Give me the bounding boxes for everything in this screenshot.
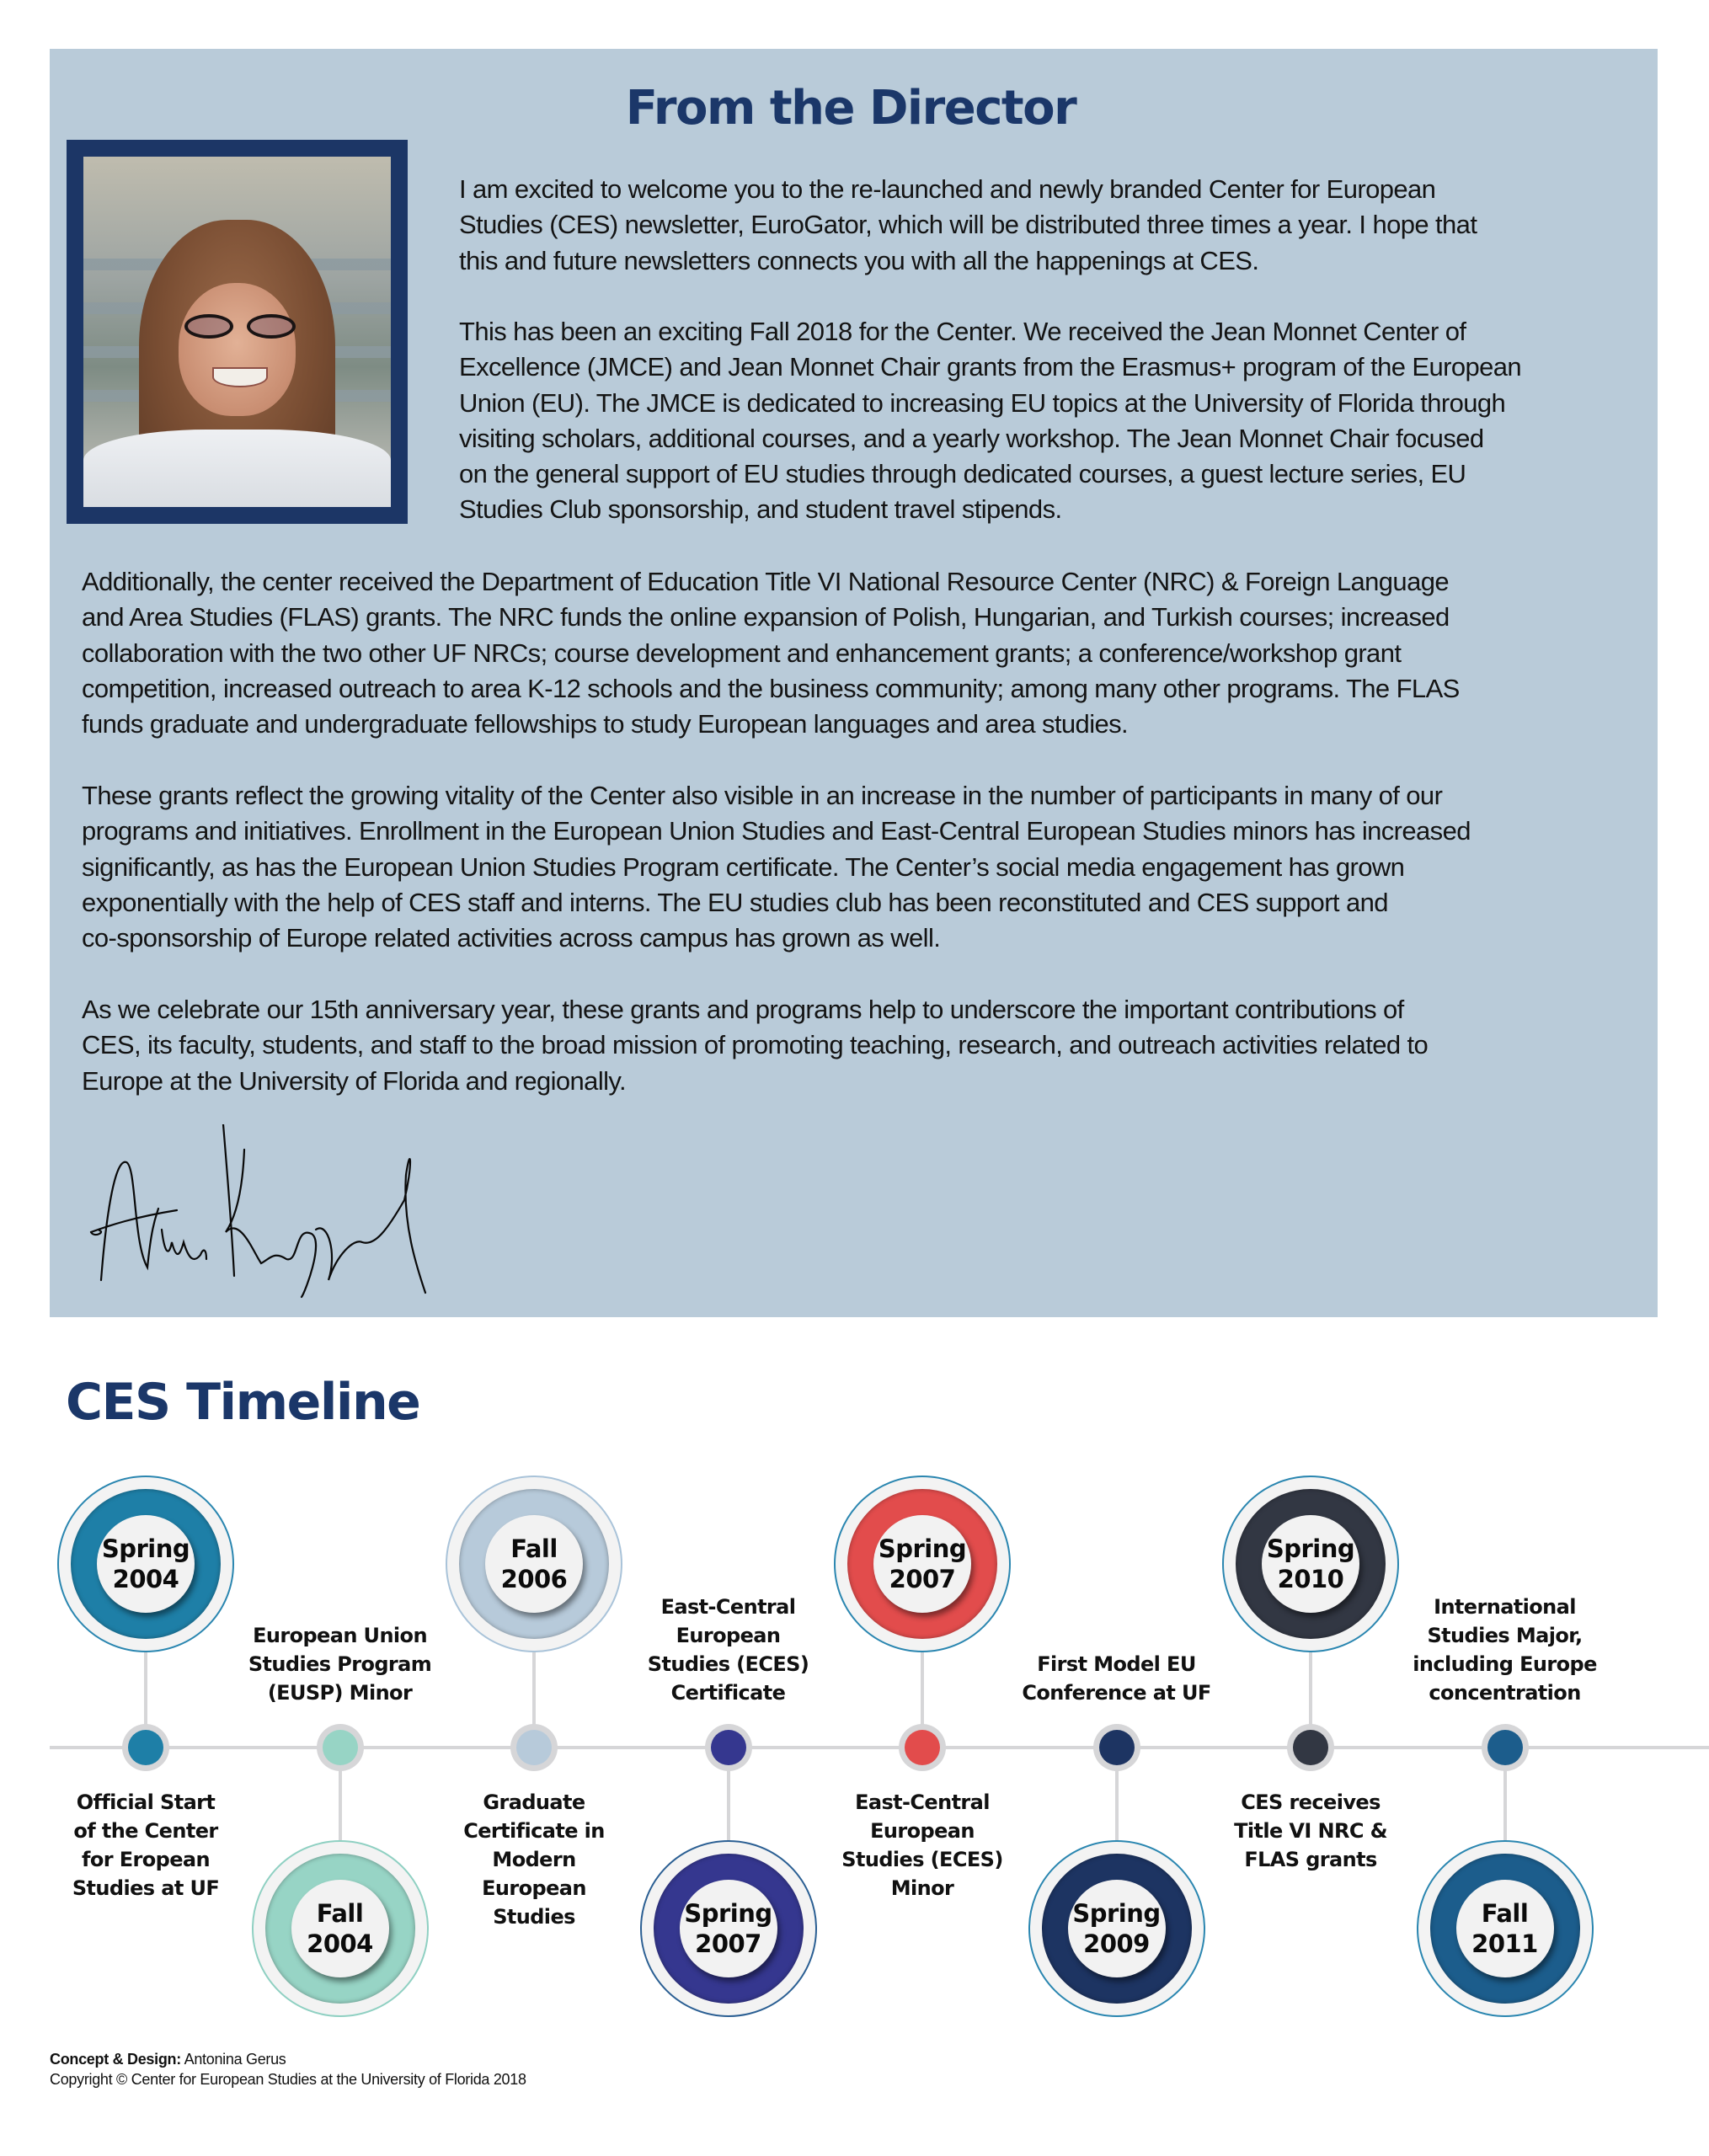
paragraph-line: As we celebrate our 15th anniversary year, these grants and programs help to underscore the important contributions of	[82, 995, 1404, 1024]
label-line: (EUSP) Minor	[267, 1681, 413, 1705]
director-photo-frame	[67, 140, 408, 524]
credit-label: Concept & Design:	[50, 2051, 181, 2068]
paragraph-line: These grants reflect the growing vitality of the Center also visible in an increase in the number of participants in many of our	[82, 781, 1443, 810]
label-line: East-Central	[660, 1595, 796, 1619]
label-line: Official Start	[76, 1790, 216, 1814]
badge-year: 2011	[1471, 1929, 1538, 1958]
badge-season: Fall	[1481, 1899, 1529, 1928]
label-line: Studies	[493, 1905, 575, 1929]
timeline-node	[1093, 1724, 1140, 1771]
badge-core	[97, 1515, 195, 1613]
timeline-node-fill	[905, 1730, 940, 1765]
timeline-event-label	[1214, 1788, 1407, 1874]
paragraph-line: exponentially with the help of CES staff and interns. The EU studies club has been reconstituted and CES support and	[82, 887, 1388, 917]
label-line: Minor	[890, 1876, 954, 1900]
timeline-node	[899, 1724, 946, 1771]
label-line: First Model EU	[1037, 1652, 1196, 1676]
label-line: Studies Major,	[1427, 1624, 1583, 1647]
director-signature	[84, 1124, 438, 1301]
timeline-event-label	[1020, 1650, 1214, 1707]
badge-year: 2007	[889, 1565, 956, 1593]
paragraph-line: I am excited to welcome you to the re-launched and newly branded Center for European	[459, 174, 1436, 204]
timeline-date-badge	[640, 1840, 817, 2017]
label-line: European	[870, 1819, 975, 1843]
director-title: From the Director	[625, 81, 1076, 136]
timeline-node-fill	[1099, 1730, 1135, 1765]
timeline-node-fill	[711, 1730, 746, 1765]
paragraph-welcome	[459, 172, 1477, 279]
badge-year: 2004	[307, 1929, 373, 1958]
label-line: Studies (ECES)	[647, 1652, 809, 1676]
badge-year: 2009	[1083, 1929, 1150, 1958]
label-line: Modern	[492, 1848, 576, 1871]
label-line: International	[1434, 1595, 1576, 1619]
badge-season: Fall	[510, 1534, 558, 1563]
timeline-event-label	[1408, 1593, 1602, 1707]
badge-season: Fall	[316, 1899, 364, 1928]
label-line: European Union	[253, 1624, 427, 1647]
badge-season: Spring	[878, 1534, 967, 1563]
timeline-node-fill	[1293, 1730, 1328, 1765]
label-line: European	[482, 1876, 586, 1900]
label-line: FLAS grants	[1244, 1848, 1377, 1871]
badge-core	[1456, 1880, 1554, 1977]
label-line: East-Central	[855, 1790, 990, 1814]
timeline-axis	[50, 1746, 1709, 1749]
timeline-node-fill	[516, 1730, 552, 1765]
badge-year: 2010	[1277, 1565, 1344, 1593]
timeline-date-badge	[1028, 1840, 1205, 2017]
label-line: Certificate	[670, 1681, 786, 1705]
footer	[50, 2049, 526, 2089]
paragraph-line: Studies Club sponsorship, and student travel stipends.	[459, 494, 1062, 525]
timeline-date-badge	[1417, 1840, 1594, 2017]
paragraph-grants-jmce	[459, 314, 1521, 528]
timeline-event-label	[632, 1593, 825, 1707]
timeline-node	[1482, 1724, 1529, 1771]
paragraph-line: collaboration with the two other UF NRCs; course development and enhancement grants; a conference/workshop grant	[82, 638, 1402, 668]
timeline-event-label	[243, 1621, 437, 1707]
paragraph-growth	[82, 778, 1471, 956]
timeline-node-fill	[1487, 1730, 1523, 1765]
badge-year: 2007	[695, 1929, 761, 1958]
paragraph-line: this and future newsletters connects you with all the happenings at CES.	[459, 245, 1259, 275]
paragraph-line: Additionally, the center received the Department of Education Title VI National Resource Center (NRC) & Foreign Language	[82, 567, 1449, 596]
paragraph-line: funds graduate and undergraduate fellowships to study European languages and area studies.	[82, 709, 1129, 739]
badge-core	[485, 1515, 583, 1613]
paragraph-line: significantly, as has the European Union Studies Program certificate. The Center’s social media engagement has grown	[82, 851, 1405, 882]
label-line: Studies Program	[248, 1652, 432, 1676]
timeline-date-badge	[1222, 1476, 1399, 1652]
copyright: Copyright © Center for European Studies at the University of Florida 2018	[50, 2071, 526, 2088]
paragraph-line: This has been an exciting Fall 2018 for the Center. We received the Jean Monnet Center of	[459, 317, 1466, 346]
label-line: Graduate	[483, 1790, 585, 1814]
paragraph-line: CES, its faculty, students, and staff to the broad mission of promoting teaching, research, and outreach activities related to	[82, 1030, 1429, 1060]
paragraph-line: Excellence (JMCE) and Jean Monnet Chair grants from the Erasmus+ program of the European	[459, 352, 1522, 382]
paragraph-line: Union (EU). The JMCE is dedicated to increasing EU topics at the University of Florida through	[459, 387, 1506, 418]
paragraph-line: co-sponsorship of Europe related activities across campus has grown as well.	[82, 923, 941, 953]
badge-core	[291, 1880, 389, 1977]
timeline-date-badge	[57, 1476, 234, 1652]
timeline-date-badge	[446, 1476, 622, 1652]
label-line: Studies (ECES)	[841, 1848, 1003, 1871]
timeline-date-badge	[252, 1840, 429, 2017]
timeline-event-label	[437, 1788, 631, 1931]
badge-season: Spring	[1266, 1534, 1355, 1563]
label-line: of the Center	[73, 1819, 218, 1843]
badge-core	[873, 1515, 971, 1613]
paragraph-line: programs and initiatives. Enrollment in the European Union Studies and East-Central European Studies minors has increased	[82, 816, 1471, 846]
timeline-title: CES Timeline	[66, 1373, 420, 1432]
label-line: Conference at UF	[1022, 1681, 1211, 1705]
badge-season: Spring	[1072, 1899, 1161, 1928]
badge-season: Spring	[684, 1899, 772, 1928]
timeline-node-fill	[128, 1730, 163, 1765]
paragraph-line: and Area Studies (FLAS) grants. The NRC funds the online expansion of Polish, Hungarian, and Turkish courses; increased	[82, 602, 1450, 632]
paragraph-line: competition, increased outreach to area K-12 schools and the business community; among many other programs. The FLAS	[82, 673, 1460, 703]
badge-year: 2004	[112, 1565, 179, 1593]
paragraph-line: visiting scholars, additional courses, and a yearly workshop. The Jean Monnet Chair focused	[459, 423, 1484, 453]
timeline-node	[317, 1724, 364, 1771]
badge-year: 2006	[500, 1565, 568, 1593]
badge-core	[1068, 1880, 1166, 1977]
timeline-event-label	[49, 1788, 243, 1903]
director-photo	[83, 157, 391, 507]
paragraph-line: on the general support of EU studies through dedicated courses, a guest lecture series, EU	[459, 459, 1466, 489]
paragraph-nrc-flas	[82, 564, 1460, 742]
paragraph-line: Studies (CES) newsletter, EuroGator, which will be distributed three times a year. I hope that	[459, 210, 1477, 240]
timeline-event-label	[825, 1788, 1019, 1903]
label-line: for Eropean	[82, 1848, 210, 1871]
badge-season: Spring	[101, 1534, 190, 1563]
timeline-node	[510, 1724, 558, 1771]
label-line: Certificate in	[463, 1819, 605, 1843]
credit-name: Antonina Gerus	[180, 2051, 286, 2068]
label-line: Studies at UF	[72, 1876, 220, 1900]
paragraph-anniversary	[82, 992, 1428, 1099]
timeline-node	[122, 1724, 169, 1771]
label-line: European	[676, 1624, 781, 1647]
label-line: concentration	[1429, 1681, 1581, 1705]
label-line: Title VI NRC &	[1234, 1819, 1387, 1843]
timeline-date-badge	[834, 1476, 1011, 1652]
timeline-node	[705, 1724, 752, 1771]
label-line: CES receives	[1241, 1790, 1381, 1814]
badge-core	[680, 1880, 777, 1977]
badge-core	[1262, 1515, 1359, 1613]
timeline-node	[1287, 1724, 1334, 1771]
label-line: including Europe	[1413, 1652, 1597, 1676]
timeline-node-fill	[323, 1730, 358, 1765]
paragraph-line: Europe at the University of Florida and regionally.	[82, 1065, 627, 1096]
